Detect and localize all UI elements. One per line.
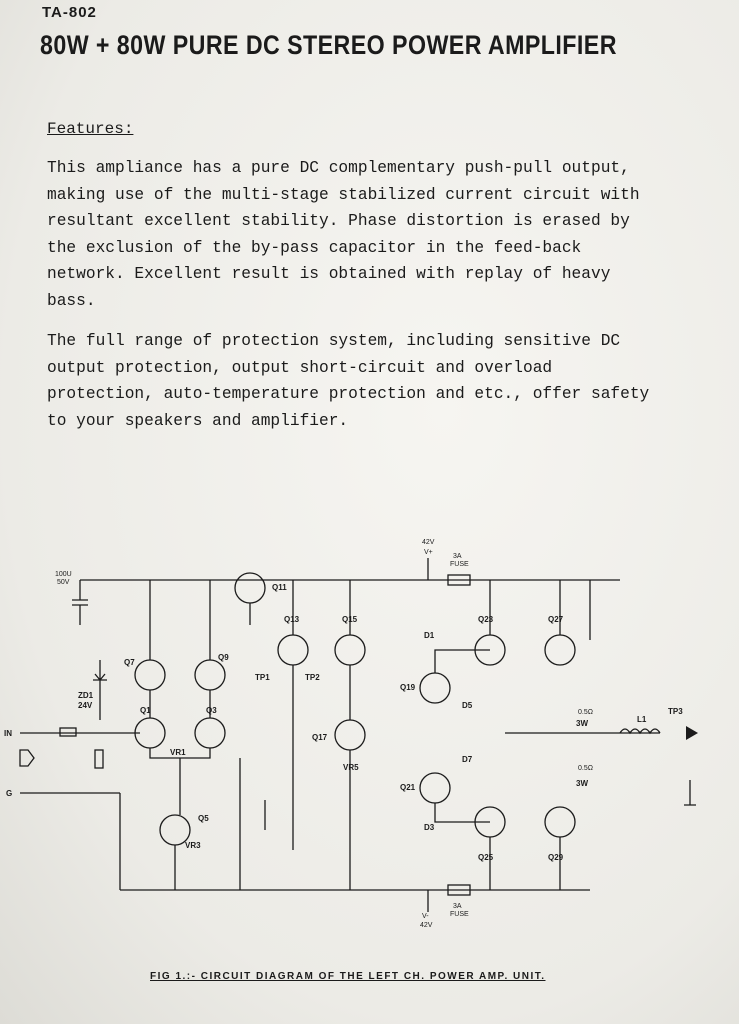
svg-text:VR3: VR3 — [185, 841, 201, 850]
tp3-label: TP3 — [668, 707, 683, 716]
pot-group — [170, 748, 359, 850]
svg-text:Q21: Q21 — [400, 783, 416, 792]
figure-caption: FIG 1.:- CIRCUIT DIAGRAM OF THE LEFT CH. POWER AMP. UNIT. — [150, 971, 546, 982]
svg-text:Q17: Q17 — [312, 733, 328, 742]
svg-text:D7: D7 — [462, 755, 473, 764]
features-paragraph-2: The full range of protection system, including sensitive DC output protection, output short-circuit and overload protection, auto-temperature protection and etc., offer safety to your speakers and amplifier. — [47, 332, 650, 430]
negative-rail — [120, 890, 590, 912]
fuse-pos-label: FUSE — [450, 561, 469, 568]
output-arrow-icon — [686, 726, 698, 740]
svg-text:Q3: Q3 — [206, 706, 217, 715]
svg-text:VR1: VR1 — [170, 748, 186, 757]
svg-text:Q7: Q7 — [124, 658, 135, 667]
fuse-neg-rating: 3A — [453, 903, 462, 910]
inductor-label: L1 — [637, 715, 647, 724]
svg-text:Q29: Q29 — [548, 853, 564, 862]
features-heading: Features: — [47, 120, 134, 138]
positive-rail — [80, 558, 620, 580]
zener-label: ZD1 — [78, 691, 94, 700]
input-label: IN — [4, 729, 12, 738]
svg-text:Q25: Q25 — [478, 853, 494, 862]
vminus-rail-label: V- — [422, 913, 429, 920]
svg-text:Q9: Q9 — [218, 653, 229, 662]
svg-text:D1: D1 — [424, 631, 435, 640]
tp1-label: TP1 — [255, 673, 270, 682]
output-res-1-watt: 3W — [576, 719, 588, 728]
svg-text:D5: D5 — [462, 701, 473, 710]
output-res-2: 0.5Ω — [578, 765, 593, 772]
svg-text:Q13: Q13 — [284, 615, 300, 624]
svg-text:Q11: Q11 — [272, 583, 287, 592]
model-number: TA-802 — [42, 4, 97, 21]
vplus-voltage-label: 42V — [422, 539, 435, 546]
vplus-rail-label: V+ — [424, 549, 433, 556]
input-jack-icon — [20, 750, 34, 766]
vminus-voltage-label: 42V — [420, 922, 433, 929]
svg-text:Q19: Q19 — [400, 683, 416, 692]
tp2-label: TP2 — [305, 673, 320, 682]
zener-voltage: 24V — [78, 701, 93, 710]
fuse-pos-rating: 3A — [453, 553, 462, 560]
svg-text:Q27: Q27 — [548, 615, 564, 624]
svg-text:VR5: VR5 — [343, 763, 359, 772]
svg-text:Q15: Q15 — [342, 615, 358, 624]
diode-group — [424, 631, 473, 832]
svg-text:Q5: Q5 — [198, 814, 209, 823]
svg-text:Q1: Q1 — [140, 706, 151, 715]
input-shunt-resistor — [95, 750, 103, 768]
output-res-1: 0.5Ω — [578, 709, 593, 716]
features-paragraph-1: This ampliance has a pure DC complementary push-pull output, making use of the multi-stage stabilized current circuit with resultant excellent stability. Phase distortion is erased by the exclusion of the by-pass capacitor in the feed-back network. Excellent result is obtained with replay of heavy bass. — [47, 159, 640, 310]
ground-label: G — [6, 789, 13, 798]
circuit-diagram — [0, 530, 739, 970]
input-cap-label: 100U — [55, 571, 72, 578]
svg-text:Q23: Q23 — [478, 615, 494, 624]
input-cap-voltage: 50V — [57, 579, 70, 586]
ground-symbol-icon — [684, 780, 696, 805]
page-title: 80W + 80W PURE DC STEREO POWER AMPLIFIER — [40, 30, 617, 60]
fuse-neg-label: FUSE — [450, 911, 469, 918]
svg-text:D3: D3 — [424, 823, 435, 832]
output-res-2-watt: 3W — [576, 779, 588, 788]
input-resistor — [60, 728, 76, 736]
